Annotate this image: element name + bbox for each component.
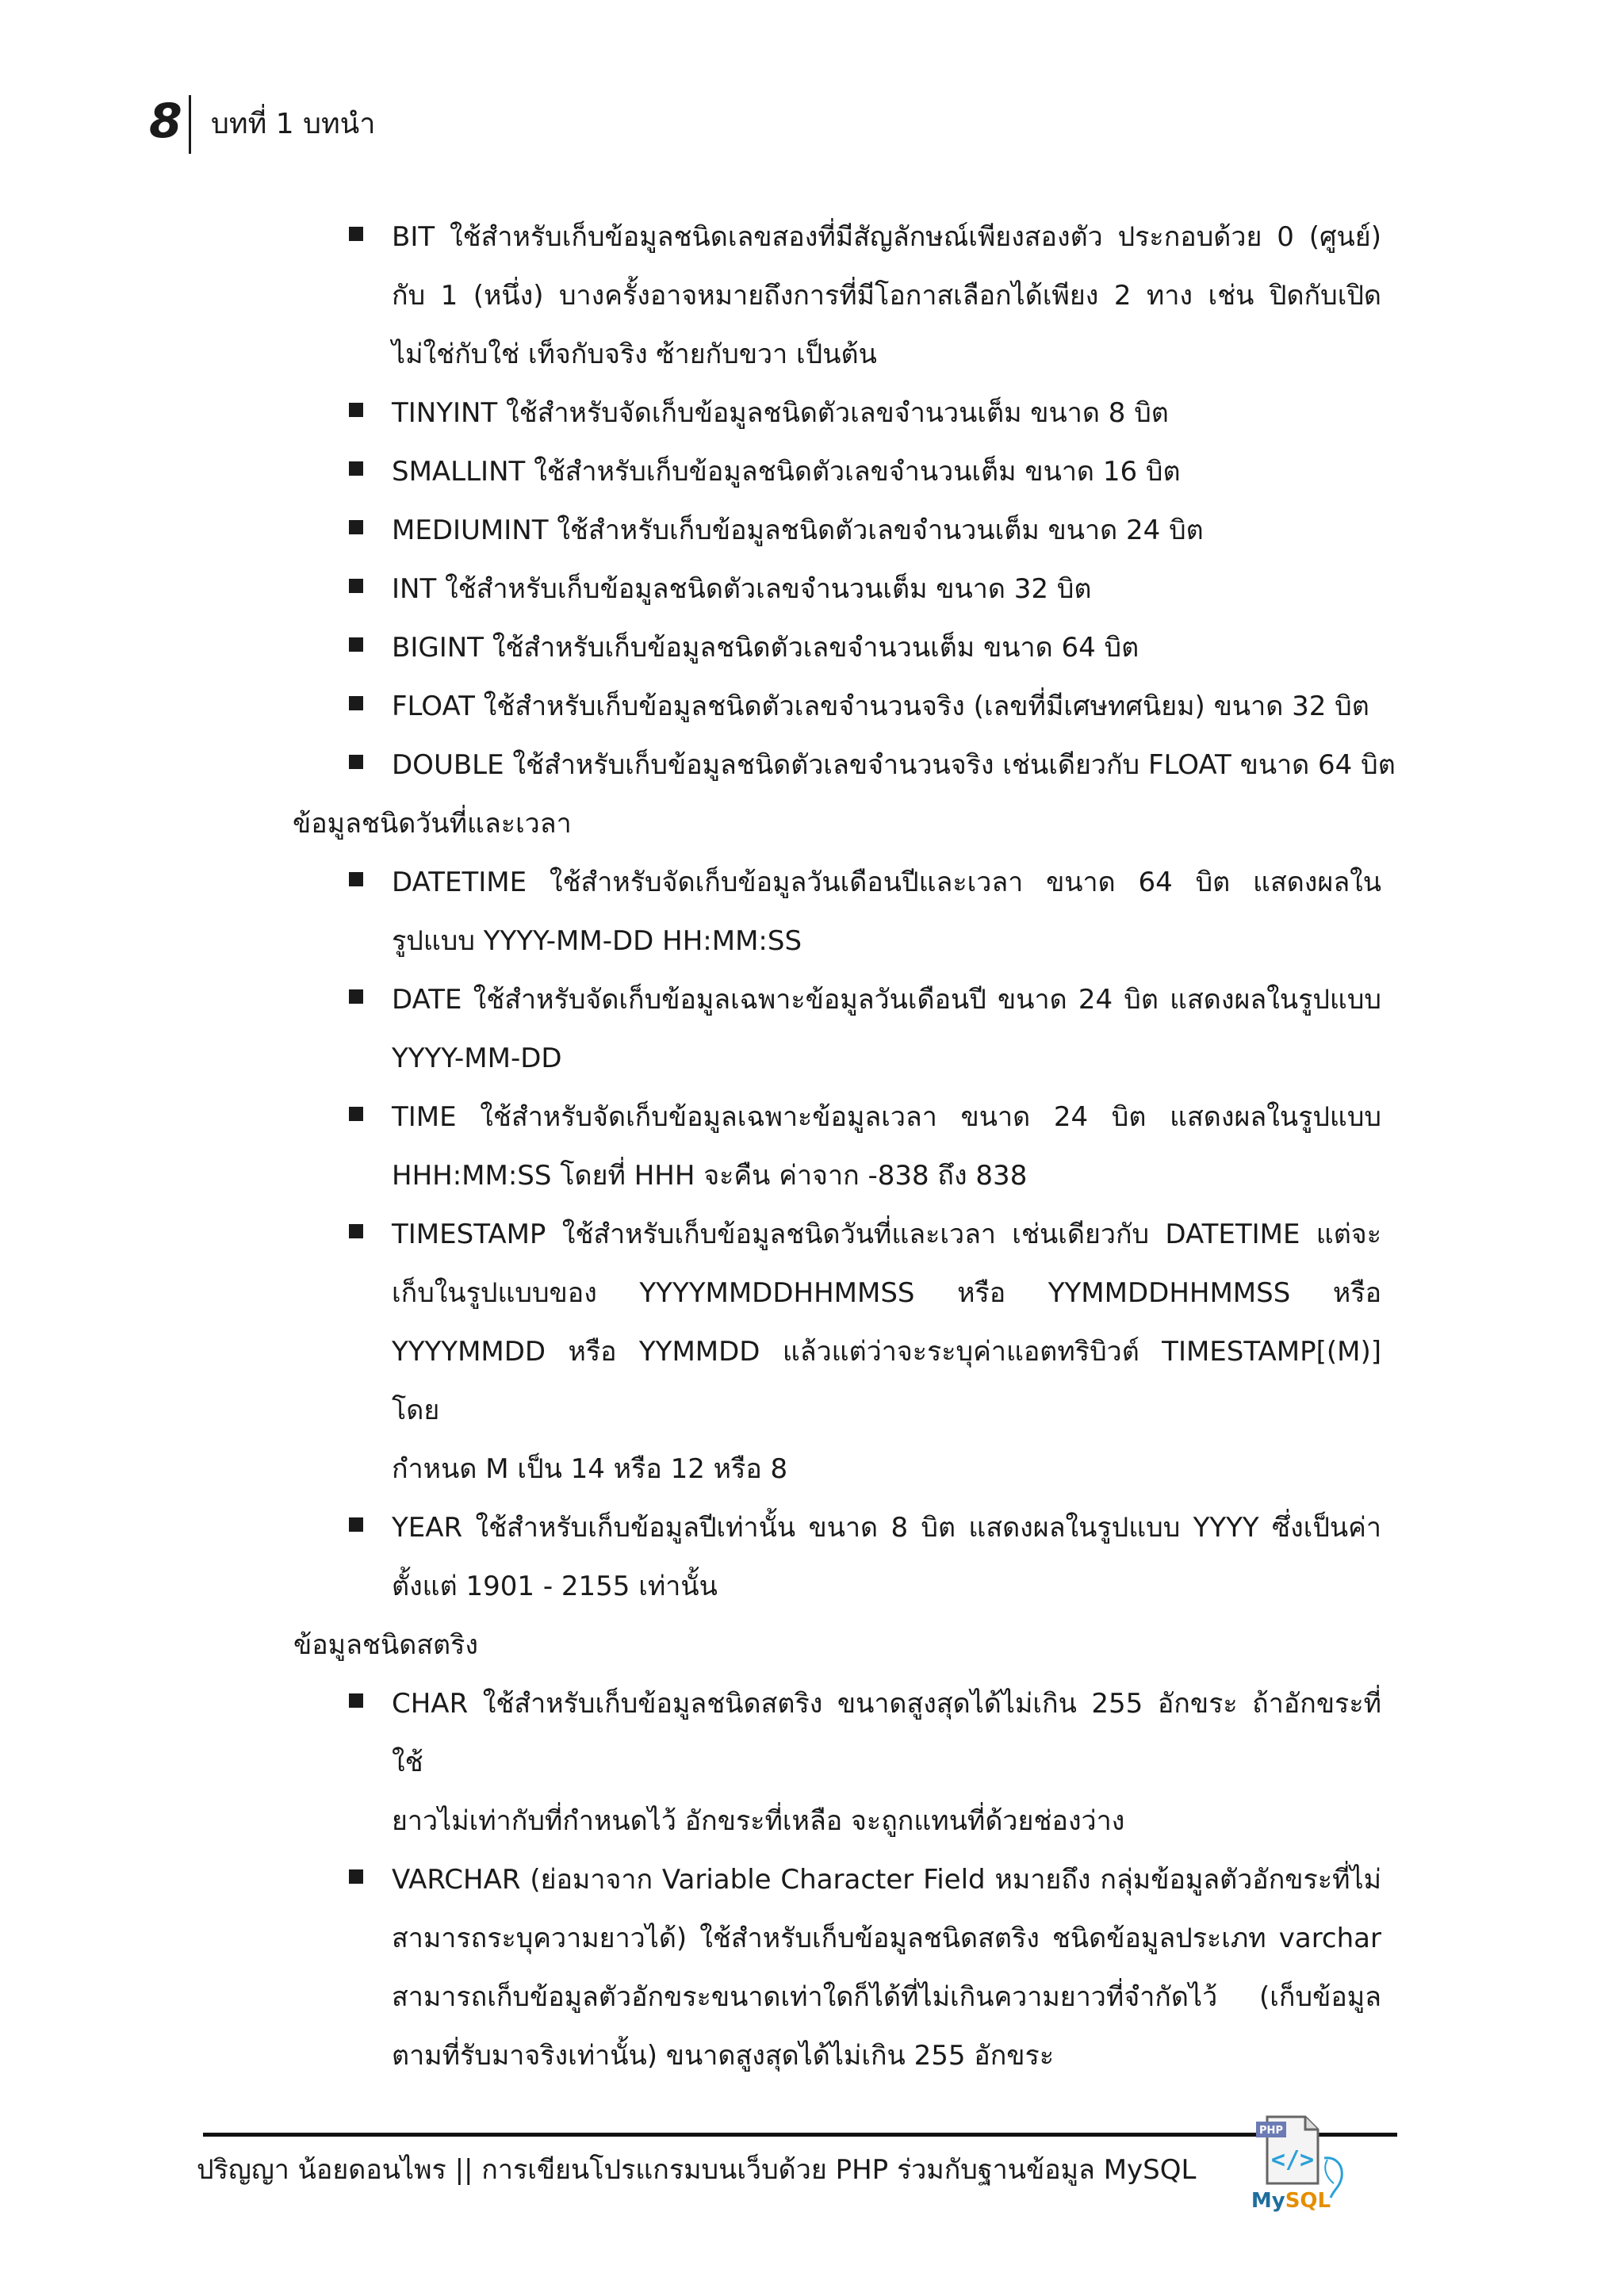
logo-php-text: PHP bbox=[1259, 2125, 1283, 2137]
list-item-line: กับ 1 (หนึ่ง) บางครั้งอาจหมายถึงการที่มีโอกาสเลือกได้เพียง 2 ทาง เช่น ปิดกับเปิด bbox=[392, 280, 1381, 312]
list-item bbox=[293, 501, 1381, 560]
list-item-line: MEDIUMINT ใช้สำหรับเก็บข้อมูลชนิดตัวเลขจำนวนเต็ม ขนาด 24 บิต bbox=[392, 515, 1204, 546]
header-divider bbox=[189, 95, 191, 154]
square-bullet-icon bbox=[349, 1517, 363, 1532]
square-bullet-icon bbox=[349, 1107, 363, 1121]
list-item bbox=[293, 677, 1381, 736]
list-item-line: TIMESTAMP ใช้สำหรับเก็บข้อมูลชนิดวันที่และเวลา เช่นเดียวกับ DATETIME แต่จะ bbox=[392, 1219, 1381, 1250]
list-item-line: INT ใช้สำหรับเก็บข้อมูลชนิดตัวเลขจำนวนเต็ม ขนาด 32 บิต bbox=[392, 573, 1092, 605]
square-bullet-icon bbox=[349, 1693, 363, 1708]
square-bullet-icon bbox=[349, 637, 363, 652]
footer-text: ปริญญา น้อยดอนไพร || การเขียนโปรแกรมบนเว็บด้วย PHP ร่วมกับฐานข้อมูล MySQL bbox=[197, 2154, 1197, 2186]
svg-text:</>: </> bbox=[1270, 2146, 1315, 2174]
list-item-line: ไม่ใช่กับใช่ เท็จกับจริง ซ้ายกับขวา เป็นต้น bbox=[392, 339, 877, 370]
list-item-line: DOUBLE ใช้สำหรับเก็บข้อมูลชนิดตัวเลขจำนวนจริง เช่นเดียวกับ FLOAT ขนาด 64 บิต bbox=[392, 749, 1396, 781]
list-item-line: YYYY-MM-DD bbox=[392, 1043, 562, 1074]
list-item-line: YEAR ใช้สำหรับเก็บข้อมูลปีเท่านั้น ขนาด 8 บิต แสดงผลในรูปแบบ YYYY ซึ่งเป็นค่า bbox=[392, 1512, 1381, 1544]
datetime-heading: ข้อมูลชนิดวันที่และเวลา bbox=[293, 808, 572, 840]
list-item-line: สามารถระบุความยาวได้) ใช้สำหรับเก็บข้อมูลชนิดสตริง ชนิดข้อมูลประเภท varchar bbox=[392, 1923, 1381, 1954]
square-bullet-icon bbox=[349, 1869, 363, 1884]
numeric-type-list bbox=[293, 208, 1396, 794]
list-item-line: BIT ใช้สำหรับเก็บข้อมูลชนิดเลขสองที่มีสัญลักษณ์เพียงสองตัว ประกอบด้วย 0 (ศูนย์) bbox=[392, 221, 1381, 253]
list-item-line: ยาวไม่เท่ากับที่กำหนดไว้ อักขระที่เหลือ จะถูกแทนที่ด้วยช่องว่าง bbox=[392, 1805, 1125, 1837]
list-item-line: DATE ใช้สำหรับจัดเก็บข้อมูลเฉพาะข้อมูลวันเดือนปี ขนาด 24 บิต แสดงผลในรูปแบบ bbox=[392, 984, 1381, 1016]
square-bullet-icon bbox=[349, 1224, 363, 1238]
list-item bbox=[293, 560, 1381, 618]
square-bullet-icon bbox=[349, 403, 363, 417]
list-item bbox=[293, 442, 1381, 501]
datetime-type-list bbox=[293, 853, 1381, 1616]
list-item-line: ตามที่รับมาจริงเท่านั้น) ขนาดสูงสุดได้ไม่เกิน 255 อักขระ bbox=[392, 2040, 1055, 2072]
list-item-line: FLOAT ใช้สำหรับเก็บข้อมูลชนิดตัวเลขจำนวนจริง (เลขที่มีเศษทศนิยม) ขนาด 32 บิต bbox=[392, 691, 1369, 722]
list-item-line: สามารถเก็บข้อมูลตัวอักขระขนาดเท่าใดก็ได้ที่ไม่เกินความยาวที่จำกัดไว้ (เก็บข้อมูล bbox=[392, 1981, 1381, 2013]
list-item bbox=[293, 736, 1396, 794]
list-item bbox=[293, 1674, 1381, 1850]
list-item-line: HHH:MM:SS โดยที่ HHH จะคืน ค่าจาก -838 ถึง 838 bbox=[392, 1160, 1028, 1192]
list-item-line: ตั้งแต่ 1901 - 2155 เท่านั้น bbox=[392, 1571, 718, 1602]
list-item-line: YYYYMMDD หรือ YYMMDD แล้วแต่ว่าจะระบุค่าแอตทริบิวต์ TIMESTAMP[(M)] โดย bbox=[392, 1336, 1381, 1426]
square-bullet-icon bbox=[349, 755, 363, 769]
logo-mysql-text: MySQL bbox=[1251, 2189, 1331, 2213]
list-item bbox=[293, 208, 1381, 384]
list-item bbox=[293, 970, 1381, 1088]
square-bullet-icon bbox=[349, 696, 363, 710]
square-bullet-icon bbox=[349, 579, 363, 593]
list-item bbox=[293, 1205, 1381, 1498]
list-item-line: VARCHAR (ย่อมาจาก Variable Character Field หมายถึง กลุ่มข้อมูลตัวอักขระที่ไม่ bbox=[392, 1864, 1381, 1896]
list-item-line: เก็บในรูปแบบของ YYYYMMDDHHMMSS หรือ YYMMDDHHMMSS หรือ bbox=[392, 1277, 1381, 1309]
list-item-line: TIME ใช้สำหรับจัดเก็บข้อมูลเฉพาะข้อมูลเวลา ขนาด 24 บิต แสดงผลในรูปแบบ bbox=[392, 1101, 1381, 1133]
list-item-line: CHAR ใช้สำหรับเก็บข้อมูลชนิดสตริง ขนาดสูงสุดได้ไม่เกิน 255 อักขระ ถ้าอักขระที่ใช้ bbox=[392, 1688, 1381, 1778]
list-item-line: TINYINT ใช้สำหรับจัดเก็บข้อมูลชนิดตัวเลขจำนวนเต็ม ขนาด 8 บิต bbox=[392, 397, 1169, 429]
string-heading: ข้อมูลชนิดสตริง bbox=[293, 1629, 479, 1661]
list-item-line: SMALLINT ใช้สำหรับเก็บข้อมูลชนิดตัวเลขจำนวนเต็ม ขนาด 16 บิต bbox=[392, 456, 1181, 488]
list-item bbox=[293, 618, 1381, 677]
list-item-line: BIGINT ใช้สำหรับเก็บข้อมูลชนิดตัวเลขจำนวนเต็ม ขนาด 64 บิต bbox=[392, 632, 1139, 664]
chapter-title: บทที่ 1 บทนำ bbox=[211, 108, 376, 140]
list-item-line: DATETIME ใช้สำหรับจัดเก็บข้อมูลวันเดือนปีและเวลา ขนาด 64 บิต แสดงผลใน bbox=[392, 867, 1381, 898]
list-item bbox=[293, 384, 1381, 442]
string-type-list bbox=[293, 1674, 1381, 2085]
list-item bbox=[293, 1498, 1381, 1616]
list-item-line: กำหนด M เป็น 14 หรือ 12 หรือ 8 bbox=[392, 1453, 788, 1485]
list-item bbox=[293, 1088, 1381, 1205]
square-bullet-icon bbox=[349, 227, 363, 241]
square-bullet-icon bbox=[349, 872, 363, 886]
page-number: 8 bbox=[149, 94, 181, 149]
square-bullet-icon bbox=[349, 989, 363, 1004]
square-bullet-icon bbox=[349, 461, 363, 476]
list-item bbox=[293, 853, 1381, 970]
list-item-line: รูปแบบ YYYY-MM-DD HH:MM:SS bbox=[392, 925, 802, 957]
page-content bbox=[293, 208, 1396, 2085]
list-item bbox=[293, 1850, 1381, 2085]
square-bullet-icon bbox=[349, 520, 363, 534]
footer-divider bbox=[203, 2133, 1397, 2137]
php-mysql-logo-icon bbox=[1235, 2110, 1354, 2214]
